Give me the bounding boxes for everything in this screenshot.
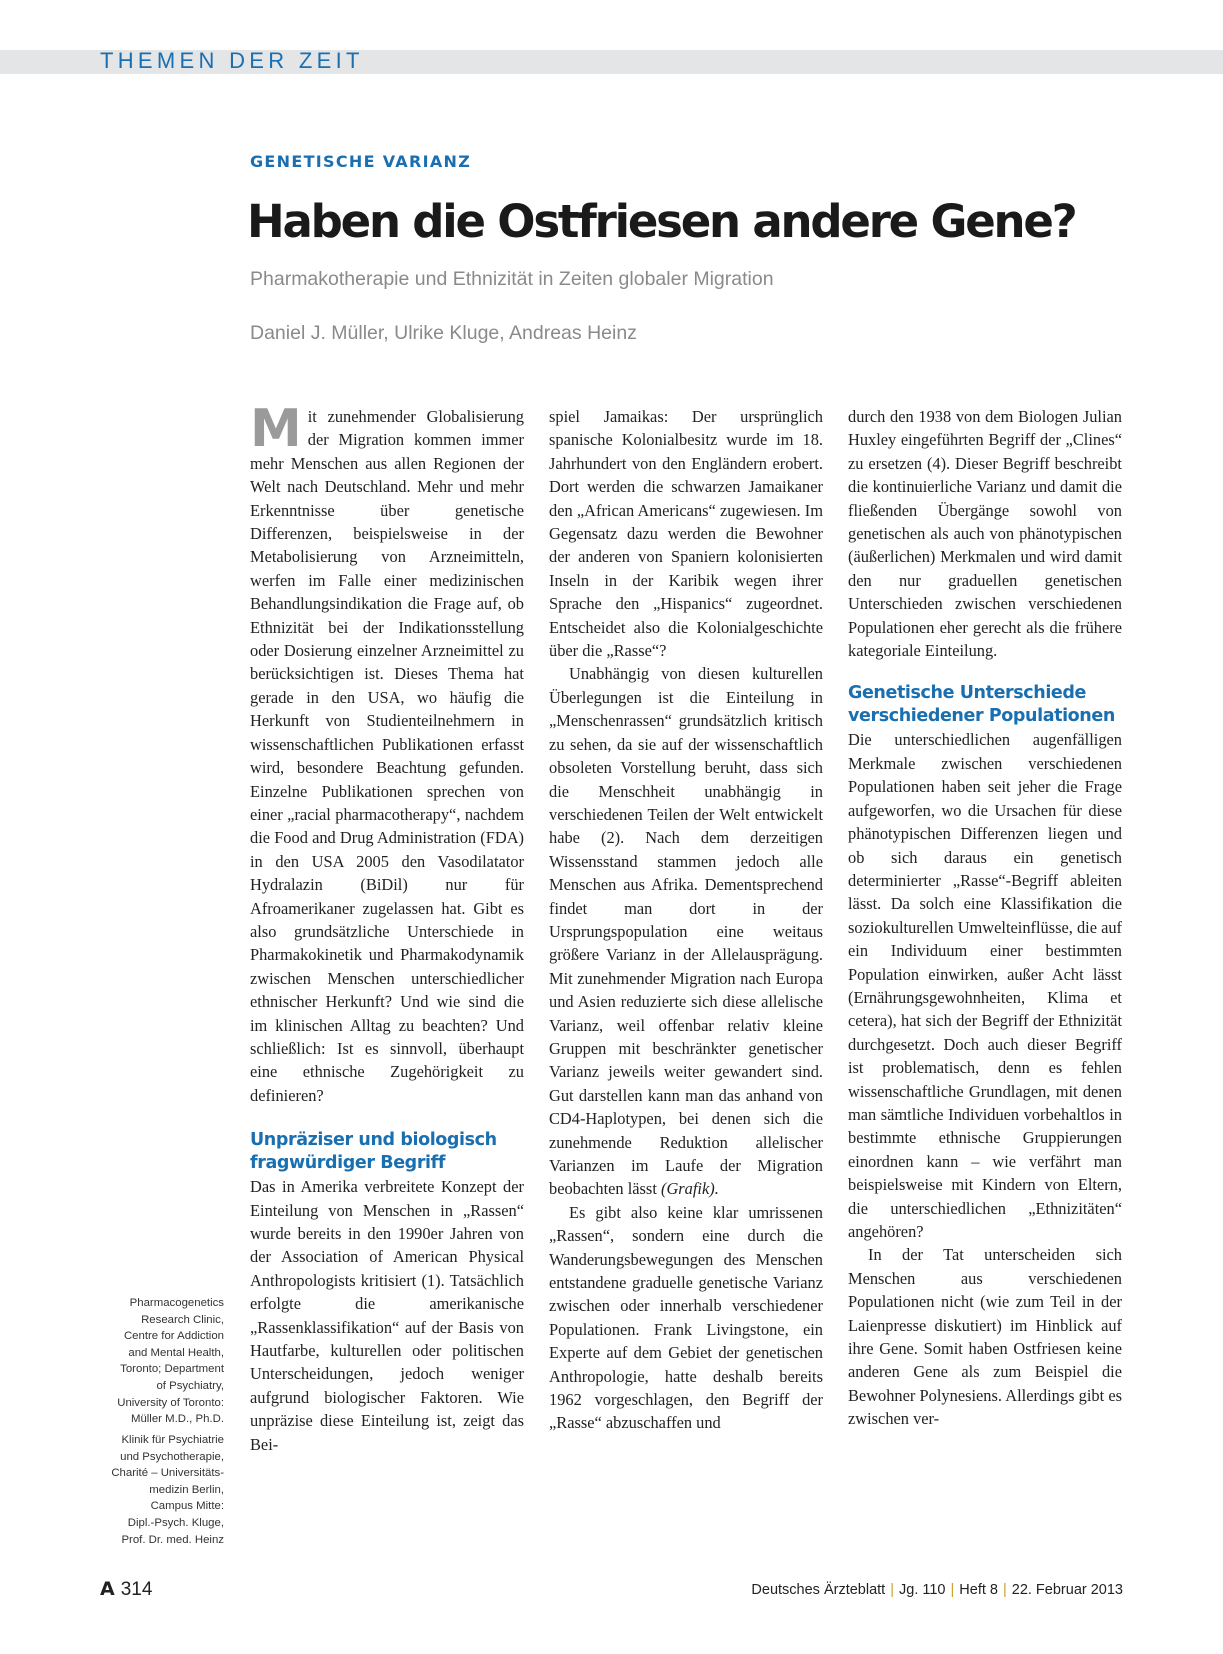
- article-headline: Haben die Ostfriesen andere Gene?: [247, 195, 1076, 248]
- affiliation-line: Müller M.D., Ph.D.: [130, 1413, 224, 1426]
- affiliation-toronto: [88, 1295, 224, 1428]
- affiliation-charite: [88, 1432, 224, 1548]
- subheading-unpraeziser-begriff: [250, 1129, 524, 1175]
- affiliation-line: Centre for Addiction: [123, 1330, 224, 1343]
- subheading-line: Genetische Unterschiede: [848, 683, 1086, 704]
- drop-cap: M: [250, 399, 302, 459]
- article-subtitle: Pharmakotherapie und Ethnizität in Zeiten globaler Migration: [250, 268, 774, 290]
- affiliation-line: Toronto; Department: [120, 1363, 224, 1376]
- body-column-3: [848, 405, 1122, 1431]
- affiliation-line: and Mental Health,: [128, 1346, 224, 1359]
- body-paragraph: [549, 662, 823, 1200]
- subheading-line: Unpräziser und biologisch: [250, 1130, 497, 1151]
- affiliation-line: Campus Mitte:: [150, 1500, 224, 1513]
- journal-name: Deutsches Ärzteblatt: [751, 1582, 886, 1598]
- body-paragraph: durch den 1938 von dem Biologen Julian Huxley eingeführten Begriff der „Clines“ zu ersetzen (4). Dieser Begriff beschreibt die kontinuierliche Varianz und damit die fließenden Übergänge sowohl von genetischen als auch von phänotypischen (äußerlichen) Merkmalen und wird damit den nur graduellen genetischen Unterschieden zwischen verschiedenen Populationen eher gerecht als die frühere kategoriale Einteilung.: [848, 407, 1122, 661]
- article-authors: Daniel J. Müller, Ulrike Kluge, Andreas Heinz: [250, 322, 637, 344]
- article-kicker: GENETISCHE VARIANZ: [250, 152, 472, 171]
- affiliation-line: und Psychotherapie,: [120, 1450, 224, 1463]
- footer-separator: |: [1002, 1582, 1007, 1598]
- page-number-value: 314: [120, 1579, 153, 1600]
- subheading-line: fragwürdiger Begriff: [250, 1153, 446, 1174]
- affiliation-line: Dipl.-Psych. Kluge,: [127, 1516, 224, 1529]
- body-paragraph: spiel Jamaikas: Der ursprünglich spanische Kolonialbesitz wurde im 18. Jahrhundert von den Engländern erobert. Dort werden die schwarzen Jamaikaner den „African Americans“ zugewiesen. Im Gegensatz dazu werden die Bewohner der anderen von Spaniern kolonisierten Inseln in der Karibik wegen ihrer Sprache den „Hispanics“ zugeordnet. Entscheidet also die Kolonialgeschichte über die „Rasse“?: [549, 407, 823, 661]
- subheading-genetische-unterschiede: [848, 682, 1122, 728]
- affiliation-line: Research Clinic,: [141, 1313, 224, 1326]
- body-column-2: [549, 405, 823, 1435]
- body-paragraph: Es gibt also keine klar umrissenen „Rassen“, sondern eine durch die Wanderungsbewegungen des Menschen entstandene graduelle genetische Varianz zwischen oder innerhalb verschiedener Populationen. Frank Livingstone, ein Experte auf dem Gebiet der genetischen Anthropologie, hatte deshalb bereits 1962 vorgeschlagen, den Begriff der „Rasse“ abzuschaffen und: [549, 1202, 823, 1433]
- affiliation-line: Pharmacogenetics: [129, 1297, 224, 1309]
- intro-paragraph: [250, 399, 524, 1107]
- body-paragraph: Das in Amerika verbreitete Konzept der Einteilung von Menschen in „Rassen“ wurde bereits in den 1990er Jahren von der Association of American Physical Anthropologists kritisiert (1). Tatsächlich erfolgte die amerikanische „Rassenklassifikation“ auf der Basis von Hautfarbe, kulturellen oder politischen Unterscheidungen, jedoch weniger aufgrund biologischer Faktoren. Wie unpräzise diese Einteilung ist, zeigt das Bei-: [250, 1177, 524, 1454]
- footer-separator: |: [890, 1582, 894, 1598]
- affiliation-line: Klinik für Psychiatrie: [121, 1434, 224, 1446]
- journal-volume: Jg. 110: [899, 1582, 946, 1598]
- section-label: THEMEN DER ZEIT: [100, 48, 364, 73]
- page-number: [100, 1578, 152, 1601]
- affiliation-line: of Psychiatry,: [156, 1379, 224, 1392]
- footer-separator: |: [950, 1582, 955, 1598]
- intro-text: it zunehmender Globalisierung der Migration kommen immer mehr Menschen aus allen Regionen der Welt nach Deutschland. Mehr und mehr Erkenntnisse über genetische Differenzen, beispielsweise in der Metabolisierung von Arzneimitteln, werfen im Falle einer medizinischen Behandlungsindikation die Frage auf, ob Ethnizität bei der Indikationsstellung oder Dosierung einzelner Arzneimittel zu berücksichtigen ist. Dieses Thema hat gerade in den USA, wo häufig die Herkunft von Studienteilnehmern in wissenschaftlichen Publikationen erfasst wird, besondere Beachtung gefunden. Einzelne Publikationen sprechen von einer „racial pharmacotherapy“, nachdem die Food and Drug Administration (FDA) in den USA 2005 den Vasodilatator Hydralazin (BiDil) nur für Afroamerikaner zugelassen hat. Gibt es also grundsätzliche Unterschiede in Pharmakokinetik und Pharmakodynamik zwischen Menschen unterschiedlicher ethnischer Herkunft? Und wie sind die im klinischen Alltag zu beachten? Und schließlich: Ist es sinnvoll, überhaupt eine ethnische Zugehörigkeit zu definieren?: [250, 407, 524, 1105]
- affiliation-line: Charité – Universitäts-: [111, 1467, 224, 1480]
- subheading-line: verschiedener Populationen: [848, 706, 1115, 727]
- page-letter: A: [100, 1578, 115, 1600]
- journal-date: 22. Februar 2013: [1011, 1582, 1123, 1598]
- affiliation-line: University of Toronto:: [117, 1396, 224, 1409]
- journal-footer: [751, 1582, 1123, 1598]
- figure-reference: (Grafik).: [660, 1179, 719, 1199]
- body-paragraph: Die unterschiedlichen augenfälligen Merkmale zwischen verschiedenen Populationen haben seit jeher die Frage aufgeworfen, wo die Ursachen für diese phänotypischen Differenzen liegen und ob sich daraus ein genetisch determinierter „Rasse“-Begriff ableiten lässt. Da solch eine Klassifikation die soziokulturellen Umwelteinflüsse, die auf ein Individuum einer bestimmten Population einwirken, außer Acht lässt (Ernährungsgewohnheiten, Klima et cetera), hat sich der Begriff der Ethnizität durchgesetzt. Doch auch dieser Begriff ist problematisch, denn es fehlen wissenschaftliche Grundlagen, mit denen man sämtliche Individuen vorbehaltlos in bestimmte ethnische Gruppierungen einordnen kann – wie verfährt man beispielsweise mit Kindern von Eltern, die unterschiedlichen „Ethnizitäten“ angehören?: [848, 730, 1123, 1241]
- body-paragraph: In der Tat unterscheiden sich Menschen aus verschiedenen Populationen nicht (wie zum Teil in der Laienpresse diskutiert) im Hinblick auf ihre Gene. Somit haben Ostfriesen keine anderen Gene als zum Beispiel die Bewohner Polynesiens. Allerdings gibt es zwischen ver-: [848, 1245, 1122, 1429]
- body-column-1: [250, 399, 524, 1456]
- journal-issue: Heft 8: [959, 1582, 998, 1598]
- affiliation-line: medizin Berlin,: [149, 1483, 224, 1496]
- paragraph-text: Unabhängig von diesen kulturellen Überlegungen ist die Einteilung in „Menschenrassen“ grundsätzlich kritisch zu sehen, da sie auf der wissenschaftlich obsoleten Vorstellung beruht, dass sich die Menschheit unabhängig in verschiedenen Teilen der Welt entwickelt habe (2). Nach dem derzeitigen Wissensstand stammen jedoch alle Menschen aus Afrika. Dementsprechend findet man dort in der Ursprungspopulation eine weitaus größere Varianz in der Allelausprägung. Mit zunehmender Migration nach Europa und Asien reduzierte sich diese allelische Varianz, weil offenbar relativ kleine Gruppen mit beschränkter genetischer Varianz jeweils weiter gewandert sind. Gut darstellen kann man das anhand von CD4-Haplotypen, bei denen sich die zunehmende Reduktion allelischer Varianzen im Laufe der Migration beobachten lässt: [549, 664, 823, 1199]
- affiliation-line: Prof. Dr. med. Heinz: [121, 1533, 224, 1546]
